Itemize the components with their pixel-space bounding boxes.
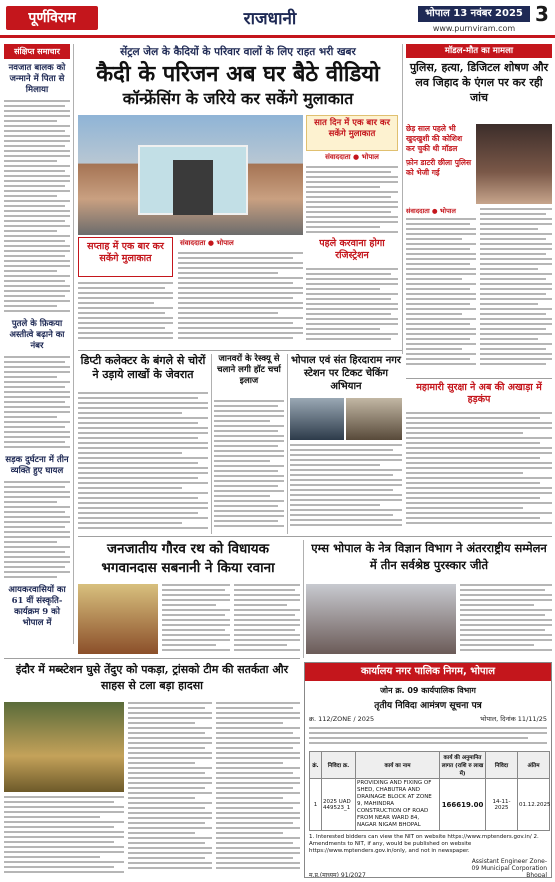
brief-headline-3: सड़क दुर्घटना में तीन व्यक्ति हुए घायल bbox=[5, 455, 69, 476]
story1-body bbox=[78, 392, 208, 532]
tender-notice bbox=[304, 662, 552, 878]
section-label: राजधानी bbox=[243, 9, 297, 29]
tender-intro bbox=[305, 723, 551, 751]
table-row bbox=[310, 779, 550, 831]
lead-body-byline: संवाददाता ● भोपाल bbox=[180, 239, 234, 247]
right-bullet-2: फ़ोन डाटरी छीला पुलिस को भेजी गई bbox=[406, 158, 472, 177]
lower-row-divider bbox=[78, 536, 552, 537]
tender-col-work: कार्य का नाम bbox=[356, 752, 440, 779]
brand-logo: पूर्णविराम bbox=[6, 6, 98, 30]
story2-rule bbox=[287, 354, 288, 534]
tender-cell-sno: 1 bbox=[310, 779, 322, 831]
story2-body bbox=[214, 400, 284, 532]
tender-col-end: अंतिम bbox=[518, 752, 550, 779]
story3-photo-2 bbox=[346, 398, 402, 440]
tender-col-start: निविदा bbox=[486, 752, 518, 779]
model-photo bbox=[476, 124, 552, 204]
tender-ref-date: भोपाल, दिनांक 11/11/25 bbox=[480, 715, 547, 723]
story6-body-c bbox=[4, 796, 124, 878]
story2-headline: जानवरों के रेस्क्यू से चलाने लगी हॉट चर्चा इलाज bbox=[217, 354, 281, 386]
story6-body-a bbox=[128, 702, 212, 878]
bottom-row-divider bbox=[4, 658, 300, 659]
lead-photo bbox=[78, 115, 303, 235]
masthead bbox=[0, 0, 555, 38]
lead-body-mid bbox=[178, 252, 303, 344]
story1-headline: डिप्टी कलेक्टर के बंगले से चोरों ने उड़ाये लाखों के जेवरात bbox=[80, 354, 206, 381]
story4-rule bbox=[303, 540, 304, 658]
center-right-rule bbox=[402, 44, 403, 354]
jail-gate-arch bbox=[173, 160, 213, 215]
tender-col-sno: क्रं. bbox=[310, 752, 322, 779]
story6-photo bbox=[4, 702, 124, 792]
story4-headline: जनजातीय गौरव रथ को विधायक भगवानदास सबनानी ने किया रवाना bbox=[101, 541, 275, 576]
story3-headline: भोपाल एवं संत हिरदाराम नगर स्टेशन पर टिकट चेकिंग अभियान bbox=[291, 355, 401, 392]
right-side-story-title: महामारी सुरक्षा ने अब की अखाड़ा में हड़कंप bbox=[416, 382, 542, 405]
tender-footer-note: 1. Interested bidders can view the NIT on website https://www.mptenders.gov.in/ 2. Amendments to NIT, if any, would be published on website https://www.mptenders.gov.in/only, and not in newspaper. bbox=[309, 834, 539, 854]
tender-cell-date2: 01.12.2025 bbox=[518, 779, 550, 831]
mid-row-divider bbox=[78, 350, 402, 351]
side-box-byline: संवाददाता ● भोपाल bbox=[325, 153, 379, 161]
left-col-rule bbox=[73, 44, 74, 644]
story6-body-b bbox=[216, 702, 300, 878]
page-number: 3 bbox=[535, 2, 549, 26]
brief-body-3 bbox=[4, 481, 70, 581]
side-subhead-body bbox=[306, 268, 398, 344]
story6-headline: इंदौर में मब्स्टेशन घुसे तेंदुए को पकड़ा, ट्रांसको टीम की सतर्कता और साहस से टला बड़ा हादसा bbox=[15, 663, 289, 692]
lead-body-left bbox=[78, 282, 173, 342]
lead-headline-1: कैदी के परिजन अब घर बैठे वीडियो bbox=[96, 61, 380, 87]
right-bullets bbox=[406, 124, 472, 204]
right-headline: पुलिस, हत्या, डिजिटल शोषण और लव जिहाद के एंगल पर कर रही जांच bbox=[409, 61, 549, 104]
tender-ref-no: क्र. 112/ZONE / 2025 bbox=[309, 715, 375, 723]
story5-photo bbox=[306, 584, 456, 654]
story3-photo-1 bbox=[290, 398, 344, 440]
tender-org: कार्यालय नगर पालिक निगम, भोपाल bbox=[305, 663, 551, 681]
side-subhead: पहले करवाना होगा रजिस्ट्रेशन bbox=[319, 238, 385, 261]
brief-headline-4: आयकरवासियों का 61 वीं संस्कृति-कार्यक्रम 9 को भोपाल में bbox=[8, 585, 66, 628]
tender-cell-no: 2025 UAD 449523_1 bbox=[322, 779, 356, 831]
section-tag: संक्षिप्त समाचार bbox=[4, 44, 70, 59]
right-body-1 bbox=[406, 218, 476, 373]
tender-cell-work: PROVIDING AND FIXING OF SHED, CHABUTRA AND DRAINAGE BLOCK AT ZONE 9, MAHINDRA CONSTRUCTION OF ROAD FROM NEAR WARD 84, NAGAR NIGAM BHOPAL bbox=[356, 779, 440, 831]
right-byline: संवाददाता ● भोपाल bbox=[406, 207, 456, 215]
story4-photo bbox=[78, 584, 158, 654]
side-box-title: सात दिन में एक बार कर सकेंगे मुलाकात bbox=[314, 118, 390, 139]
story1-rule bbox=[211, 354, 212, 534]
lead-headline-2: कॉन्फ्रेंसिंग के जरिये कर सकेंगे मुलाकात bbox=[122, 89, 354, 108]
tender-zone: जोन क्र. 09 कार्यपालिक विभाग bbox=[380, 686, 476, 695]
tender-table-header bbox=[310, 752, 550, 779]
lead-inset-box bbox=[78, 237, 173, 277]
right-body-2 bbox=[480, 208, 552, 373]
side-box-body bbox=[306, 166, 398, 236]
section-title bbox=[200, 6, 340, 30]
story3-body bbox=[290, 444, 402, 532]
story4-body-a bbox=[162, 584, 230, 654]
lead-kicker: सेंट्रल जेल के कैदियों के परिवार वालों के लिए राहत भरी खबर bbox=[120, 46, 356, 58]
right-side-story-body bbox=[406, 412, 552, 532]
brief-body-1 bbox=[4, 100, 70, 315]
tender-cell-date1: 14-11-2025 bbox=[486, 779, 518, 831]
dateline: भोपाल 13 नवंबर 2025 bbox=[418, 6, 530, 22]
brief-headline-1: नवजात बालक को जन्माने में पिता से मिलाया bbox=[8, 63, 66, 95]
lead-inset-headline: सप्ताह में एक बार कर सकेंगे मुलाकात bbox=[87, 241, 164, 264]
tender-col-no: निविदा क्र. bbox=[322, 752, 356, 779]
tender-cell-cost: 166619.00 bbox=[440, 779, 486, 831]
lead-side-box bbox=[306, 115, 398, 151]
left-column bbox=[4, 44, 70, 644]
tender-notice-title: तृतीय निविदा आमंत्रण सूचना पत्र bbox=[374, 701, 482, 711]
story5-headline: एम्स भोपाल के नेत्र विज्ञान विभाग ने अंतरराष्ट्रीय सम्मेलन में तीन सर्वश्रेष्ठ पुरस्कार जीते bbox=[311, 541, 547, 572]
right-divider bbox=[406, 378, 552, 379]
tender-signatory: Assistant Engineer Zone-09 Municipal Corporation Bhopal bbox=[471, 858, 547, 878]
tender-ad-code: म.प्र.(माध्यम) 91/2027 bbox=[309, 872, 366, 878]
story5-body bbox=[460, 584, 552, 654]
brief-headline-2: पुतले के फ़िकया अस्तीत्वे बढ़ाने का नंबर bbox=[9, 319, 65, 351]
tender-col-cost: कार्य की अनुमानित लागत (राशि रु लाख में) bbox=[440, 752, 486, 779]
right-bullet-1: छेड़ साल पहले भी खुदखुशी की कोशिश कर चुकी थी मॉडल bbox=[406, 124, 463, 153]
brief-body-2 bbox=[4, 356, 70, 451]
tender-table bbox=[309, 751, 550, 831]
story4-body-b bbox=[234, 584, 300, 654]
website: www.purnviram.com bbox=[432, 24, 516, 33]
right-tag: मॉडल-मौत का मामला bbox=[406, 44, 552, 58]
